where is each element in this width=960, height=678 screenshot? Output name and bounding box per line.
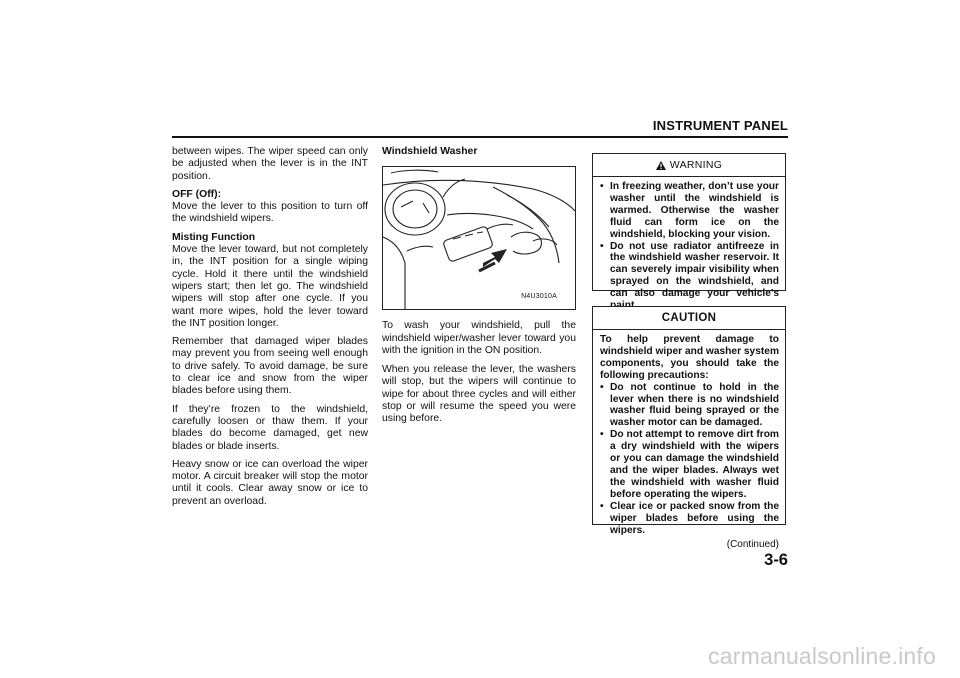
off-section bbox=[172, 189, 368, 226]
misting-heading: Misting Function bbox=[172, 231, 256, 243]
paragraph-damaged-blades: Remember that damaged wiper blades may prevent you from seeing well enough to drive safely. To avoid damage, be sure to clear ice and snow from the wiper blades before using them. bbox=[172, 336, 368, 397]
continued-label: (Continued) bbox=[726, 539, 779, 551]
misting-section bbox=[172, 232, 368, 330]
bullet: • bbox=[600, 500, 604, 512]
bullet: • bbox=[600, 181, 604, 192]
warning-item: • In freezing weather, don’t use your washer until the windshield is warmed. Otherwise the washer fluid can form ice on the windshield, blocking your vision. bbox=[600, 181, 779, 240]
warning-title: WARNING bbox=[669, 159, 723, 171]
washer-lever-drawing bbox=[383, 167, 575, 309]
washer-heading: Windshield Washer bbox=[382, 146, 478, 157]
warning-header bbox=[593, 154, 785, 177]
warning-item: • Do not use radiator antifreeze in the windshield washer reservoir. It can severely impair visibility when sprayed on the windshield, and can also damage your vehicle’s bbox=[600, 240, 779, 300]
misting-text: Move the lever toward, but not completely in, the INT position for a single wiping cycle. Hold it there until the windshield wipers start; then let go. The windshield wipers will stop after one cycle. If you want more wipes, hold the lever toward the INT position longer. bbox=[172, 244, 368, 329]
page-number: 3-6 bbox=[764, 551, 788, 569]
watermark: carmanualsonline.info bbox=[708, 643, 936, 669]
bullet: • bbox=[600, 429, 604, 441]
paragraph-heavy-snow: Heavy snow or ice can overload the wiper motor. A circuit breaker will stop the motor until it cools. Clear away snow or ice to prevent an overload. bbox=[172, 458, 368, 507]
bullet: • bbox=[600, 381, 604, 393]
caution-item: • Do not attempt to remove dirt from a dry windshield with the wipers or you can damage the windshield and the wiper blades. Always wet the windshield with washer fluid before operating the wipers. bbox=[600, 429, 779, 500]
washer-lever-illustration bbox=[382, 166, 576, 310]
off-heading: OFF (Off): bbox=[172, 188, 222, 200]
caution-item: • Do not continue to hold in the lever when there is no windshield washer fluid being sprayed or the washer motor can be damaged. bbox=[600, 381, 779, 429]
paragraph-int-speed: between wipes. The wiper speed can only be adjusted when the lever is in the INT position. bbox=[172, 146, 368, 182]
caution-list bbox=[600, 382, 779, 537]
warning-triangle-icon bbox=[656, 161, 666, 170]
caution-item: • Clear ice or packed snow from the wiper blades before using the wipers. bbox=[600, 500, 779, 536]
warning-box bbox=[592, 153, 786, 300]
warning-list bbox=[600, 181, 779, 312]
paragraph-frozen-blades: If they’re frozen to the windshield, carefully loosen or thaw them. If your blades do become damaged, get new blades or blade inserts. bbox=[172, 403, 368, 452]
caution-title: CAUTION bbox=[661, 312, 717, 324]
caution-intro: To help prevent damage to windshield wiper and washer system components, you should take the following precautions: bbox=[600, 334, 779, 381]
paragraph-wash: To wash your windshield, pull the windshield wiper/washer lever toward you with the ignition in the ON position. bbox=[382, 320, 576, 356]
figure-code: N4U3010A bbox=[521, 293, 557, 300]
caution-header bbox=[593, 307, 785, 330]
left-column bbox=[172, 146, 368, 514]
caution-box bbox=[592, 306, 786, 551]
middle-column bbox=[382, 146, 576, 433]
off-text: Move the lever to this position to turn off the windshield wipers. bbox=[172, 201, 368, 225]
paragraph-release: When you release the lever, the washers will stop, but the wipers will continue to wipe for about three cycles and will either stop or will resume the speed you were using before. bbox=[382, 364, 576, 425]
header-rule bbox=[172, 136, 788, 138]
section-title: INSTRUMENT PANEL bbox=[652, 118, 788, 133]
bullet: • bbox=[600, 240, 604, 252]
